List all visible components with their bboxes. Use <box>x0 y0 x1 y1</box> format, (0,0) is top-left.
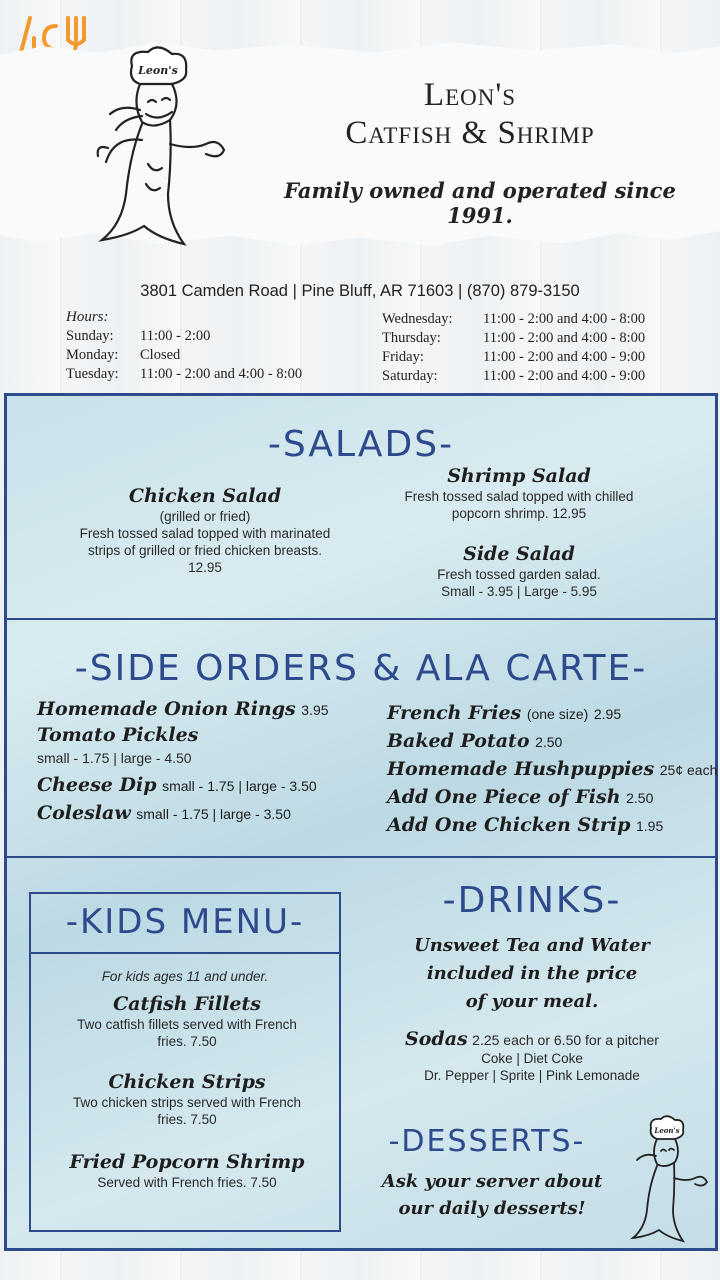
hours-day: Saturday: <box>382 368 438 384</box>
shrimp-salad-item <box>401 464 637 522</box>
baked-potato-price: 2.50 <box>535 734 563 750</box>
side-salad-name: Side Salad <box>463 543 575 565</box>
hours-time: 11:00 - 2:00 <box>140 328 211 344</box>
cheese-dip-item <box>37 774 317 796</box>
french-fries-price: 2.95 <box>593 706 622 722</box>
hushpuppies-item <box>387 758 717 780</box>
kids-strips-name: Chicken Strips <box>108 1071 266 1093</box>
desserts-line2: our daily desserts! <box>398 1198 586 1219</box>
onion-rings-price: 3.95 <box>301 702 329 718</box>
chicken-salad-desc: Fresh tossed salad topped with marinated strips of grilled or fried chicken breasts. 12.95 <box>79 526 331 575</box>
chicken-salad-sub: (grilled or fried) <box>159 509 251 524</box>
hours-time: Closed <box>140 347 181 363</box>
onion-rings-item <box>37 698 329 720</box>
hushpuppies-price: 25¢ each <box>659 762 718 778</box>
coleslaw-item <box>37 802 291 824</box>
sodas-item <box>367 1028 697 1084</box>
kids-popcorn-desc: Served with French fries. 7.50 <box>97 1175 277 1190</box>
drinks-included <box>367 932 697 1016</box>
add-fish-item <box>387 786 653 808</box>
kids-menu-box <box>29 892 341 1232</box>
kids-strips-desc: Two chicken strips served with French fries. 7.50 <box>72 1095 302 1127</box>
sodas-name: Sodas <box>405 1028 468 1050</box>
kids-note <box>31 968 339 985</box>
hours-time: 11:00 - 2:00 and 4:00 - 8:00 <box>140 366 303 382</box>
kids-catfish-desc: Two catfish fillets served with French fries. 7.50 <box>77 1017 297 1049</box>
desserts-line1: Ask your server about <box>381 1171 603 1192</box>
mascot-hat-label: Leon's <box>138 64 178 77</box>
cheese-dip-price: small - 1.75 | large - 3.50 <box>162 778 317 794</box>
tomato-pickles-item <box>37 724 198 746</box>
sodas-line2: Dr. Pepper | Sprite | Pink Lemonade <box>424 1068 640 1083</box>
hours-day: Tuesday: <box>66 366 119 382</box>
hours-row <box>66 346 302 365</box>
shrimp-salad-name: Shrimp Salad <box>447 465 591 487</box>
add-chicken-strip-price: 1.95 <box>636 818 664 834</box>
sides-title: -SIDE ORDERS & ALA CARTE- <box>74 648 648 689</box>
hours-row <box>66 327 302 346</box>
hours-day: Sunday: <box>66 328 114 344</box>
hours-right-column <box>382 310 645 386</box>
side-salad-prices: Small - 3.95 | Large - 5.95 <box>441 584 597 599</box>
menu-board <box>4 393 718 1251</box>
coleslaw-price: small - 1.75 | large - 3.50 <box>136 806 291 822</box>
address-line: 3801 Camden Road | Pine Bluff, AR 71603 | (870) 879-3150 <box>140 282 580 300</box>
baked-potato-item <box>387 730 562 752</box>
kids-menu-title: -KIDS MENU- <box>65 902 305 942</box>
hours-day: Friday: <box>382 349 424 365</box>
hours-time: 11:00 - 2:00 and 4:00 - 9:00 <box>483 349 646 365</box>
hours-row <box>382 348 645 367</box>
hours-row <box>382 367 645 386</box>
hours-row <box>66 365 302 384</box>
restaurant-name <box>250 76 690 152</box>
hours-title: Hours: <box>66 309 109 325</box>
baked-potato-name: Baked Potato <box>387 730 530 752</box>
restaurant-name-line2: Catfish & Shrimp <box>345 115 595 151</box>
hours-row <box>382 310 645 329</box>
hours-row <box>382 329 645 348</box>
add-fish-price: 2.50 <box>626 790 654 806</box>
chicken-salad-name: Chicken Salad <box>128 485 282 507</box>
side-salad-desc: Fresh tossed garden salad. <box>437 567 601 582</box>
tomato-pickles-price: small - 1.75 | large - 4.50 <box>37 750 192 766</box>
tomato-pickles-price-row <box>37 750 192 768</box>
add-chicken-strip-name: Add One Chicken Strip <box>387 814 631 836</box>
desserts-title: -DESSERTS- <box>388 1124 586 1159</box>
kids-note-text: For kids ages 11 and under. <box>101 969 269 984</box>
hours-time: 11:00 - 2:00 and 4:00 - 8:00 <box>483 330 646 346</box>
drinks-included-line3: of your meal. <box>465 991 599 1012</box>
coleslaw-name: Coleslaw <box>37 802 131 824</box>
drinks-title: -DRINKS- <box>442 880 622 921</box>
french-fries-name: French Fries <box>387 702 522 724</box>
cheese-dip-name: Cheese Dip <box>37 774 157 796</box>
hours-left-column <box>66 308 302 384</box>
add-fish-name: Add One Piece of Fish <box>387 786 621 808</box>
hours-day: Wednesday: <box>382 311 453 327</box>
catfish-mascot-icon <box>88 44 238 254</box>
small-mascot-hat-label: Leon's <box>654 1126 680 1135</box>
kids-strips-item <box>71 1070 303 1128</box>
onion-rings-name: Homemade Onion Rings <box>37 698 296 720</box>
drinks-included-line2: included in the price <box>426 963 638 984</box>
shrimp-salad-desc: Fresh tossed salad topped with chilled popcorn shrimp. 12.95 <box>404 489 634 521</box>
sodas-line1: Coke | Diet Coke <box>481 1051 583 1066</box>
hours-time: 11:00 - 2:00 and 4:00 - 8:00 <box>483 311 646 327</box>
sodas-row <box>367 1028 697 1050</box>
kids-catfish-name: Catfish Fillets <box>113 993 261 1015</box>
small-catfish-mascot-icon <box>625 1114 711 1244</box>
sodas-price: 2.25 each or 6.50 for a pitcher <box>472 1032 659 1048</box>
side-salad-item <box>401 542 637 600</box>
hours-time: 11:00 - 2:00 and 4:00 - 9:00 <box>483 368 646 384</box>
kids-divider <box>31 952 339 954</box>
kids-catfish-item <box>71 992 303 1050</box>
divider <box>7 618 715 620</box>
tagline: Family owned and operated since 1991. <box>284 178 676 228</box>
drinks-included-line1: Unsweet Tea and Water <box>414 935 650 956</box>
add-chicken-strip-item <box>387 814 663 836</box>
hushpuppies-name: Homemade Hushpuppies <box>387 758 655 780</box>
chicken-salad-item <box>77 484 333 576</box>
french-fries-note: (one size) <box>526 706 589 722</box>
restaurant-name-line1: Leon's <box>423 77 517 113</box>
desserts-text <box>367 1168 617 1222</box>
salads-title: -SALADS- <box>267 424 455 465</box>
kids-popcorn-name: Fried Popcorn Shrimp <box>69 1151 305 1173</box>
kids-popcorn-item <box>41 1150 333 1191</box>
tomato-pickles-name: Tomato Pickles <box>37 724 199 746</box>
hours-day: Thursday: <box>382 330 441 346</box>
divider <box>7 856 715 858</box>
hours-day: Monday: <box>66 347 119 363</box>
french-fries-item <box>387 702 621 724</box>
